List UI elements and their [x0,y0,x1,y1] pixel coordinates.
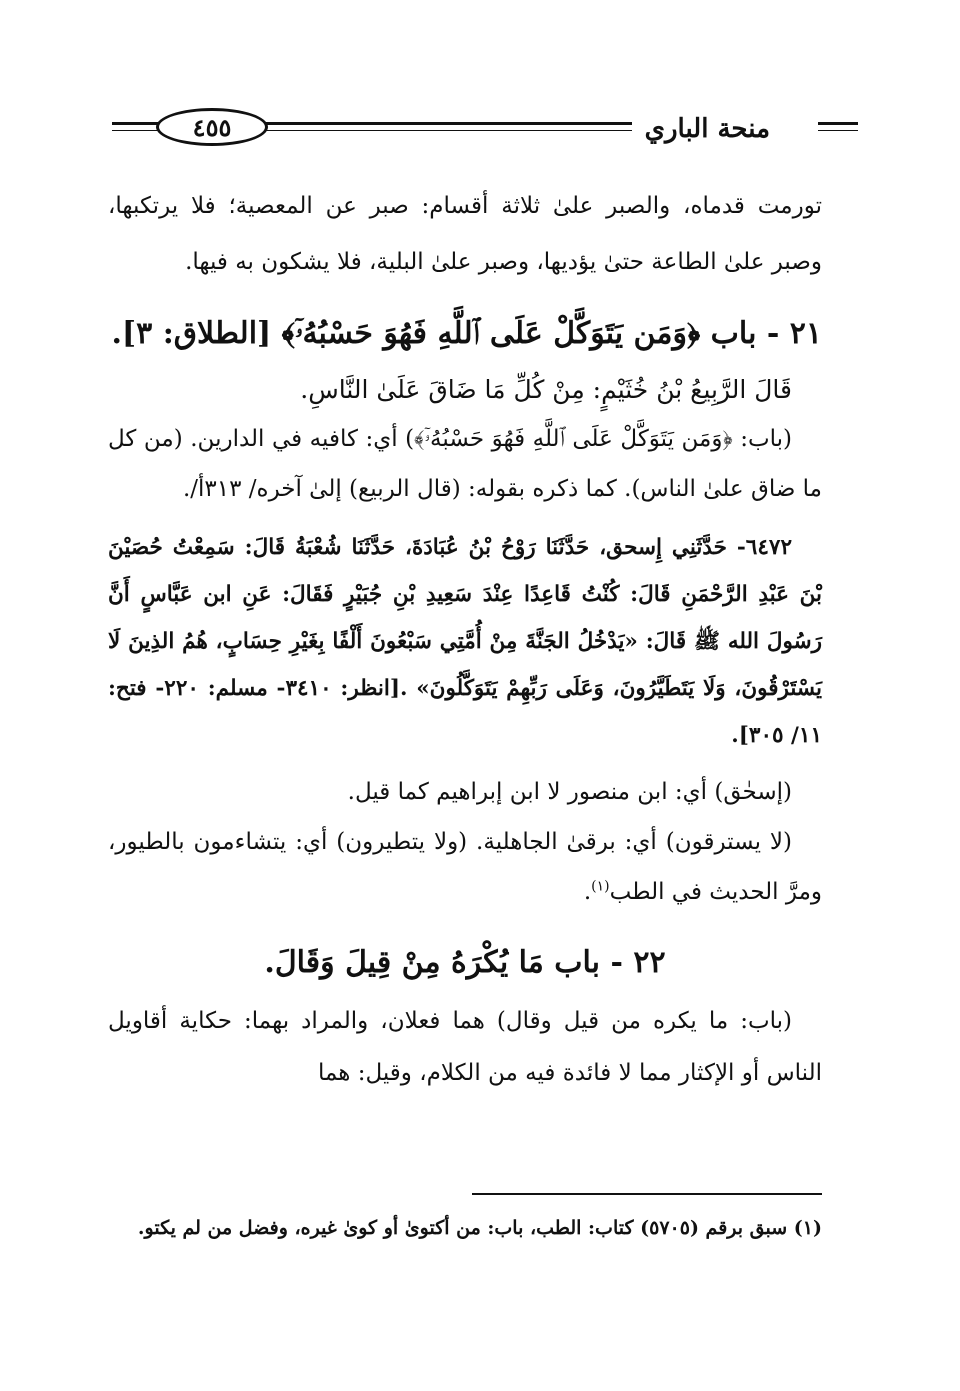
page-body [108,178,822,1099]
page-number: ٤٥٥ [156,108,268,146]
running-title: منحة الباري [644,114,770,144]
paragraph-commentary-22: (باب: ما يكره من قيل وقال) هما فعلان، والمراد بهما: حكاية أقاويل الناس أو الإكثار مما لا فائدة فيه من الكلام، وقيل: هما [108,1008,822,1086]
paragraph-yastarqun-end: . [583,879,592,905]
paragraph-ishaq: (إسحٰق) أي: ابن منصور لا ابن إبراهيم كما قيل. [347,779,792,805]
paragraph-yastarqun-text: (لا يسترقون) أي: برقىٰ الجاهلية. (ولا يتطيرون) أي: يتشاءمون بالطيور، ومرَّ الحديث في الطب [108,829,822,905]
footnote-1: (١) سبق برقم (٥٧٠٥) كتاب: الطب، باب: من أكتوىٰ أو كوىٰ غيره، وفضل من لم يكتو. [137,1217,822,1239]
header-rule-right-top [818,122,858,125]
chapter-heading-22: ٢٢ - باب مَا يُكْرَهُ مِنْ قِيلَ وَقَالَ. [264,945,666,980]
header-rule-middle-bottom [258,130,632,131]
footnote-reference[interactable]: (١) [591,878,610,895]
paragraph-yastarqun [108,817,822,917]
paragraph-commentary-21: (باب: ﴿وَمَن يَتَوَكَّلْ عَلَى ٱللَّهِ فَهُوَ حَسْبُهُۥٓ﴾) أي: كافيه في الدارين. (من كل ما ضاق علىٰ الناس). كما ذكره بقوله: (قال الربيع) إلىٰ آخره/ ٣١٣أ/. [108,426,822,502]
header-rule-right-bottom [818,130,858,131]
footnote-separator [472,1193,822,1195]
paragraph-patience: تورمت قدماه، والصبر علىٰ ثلاثة أقسام: صبر عن المعصية؛ فلا يرتكبها، وصبر علىٰ الطاعة حتىٰ يؤديها، وصبر علىٰ البلية، فلا يشكون به فيها. [108,193,822,275]
book-page [108,0,822,1391]
hadith-6472: ٦٤٧٢- حَدَّثَنِي إِسحق، حَدَّثَنَا رَوْحُ بْنُ عُبَادَةَ، حَدَّثَنَا شُعْبَةُ قَالَ: سَمِعْتُ حُصَيْنَ بْنَ عَبْدِ الرَّحْمَنِ قَالَ: كُنْتُ قَاعِدًا عِنْدَ سَعِيدِ بْنِ جُبَيْرٍ فَقَالَ: عَنِ ابن عَبَّاسٍ أَنَّ رَسُولَ الله ﷺ قَالَ: «يَدْخُلُ الجَنَّةَ مِنْ أُمَّتِي سَبْعُونَ أَلْفًا بِغَيْرِ حِسَابٍ، هُمُ الذِينَ لَا يَسْتَرْقُونَ، وَلَا يَتَطَيَّرُونَ، وَعَلَى رَبِّهِمْ يَتَوَكَّلُونَ» .[انظر: ٣٤١٠- مسلم: ٢٢٠- فتح: ١١/ ٣٠٥]. [108,535,823,748]
page-header [108,108,822,152]
chapter-heading-21: ٢١ - باب ﴿وَمَن يَتَوَكَّلْ عَلَى ٱللَّهِ فَهُوَ حَسْبُهُۥٓ﴾ [الطلاق: ٣]. [111,316,822,351]
header-rule-left-top [112,122,162,125]
quote-rabi: قَالَ الرَّبِيعُ بْنُ خُثَيْمٍ: مِنْ كُلِّ مَا ضَاقَ عَلَىٰ النَّاسِ. [300,375,792,404]
header-rule-middle-top [258,122,632,125]
header-rule-left-bottom [112,130,162,131]
